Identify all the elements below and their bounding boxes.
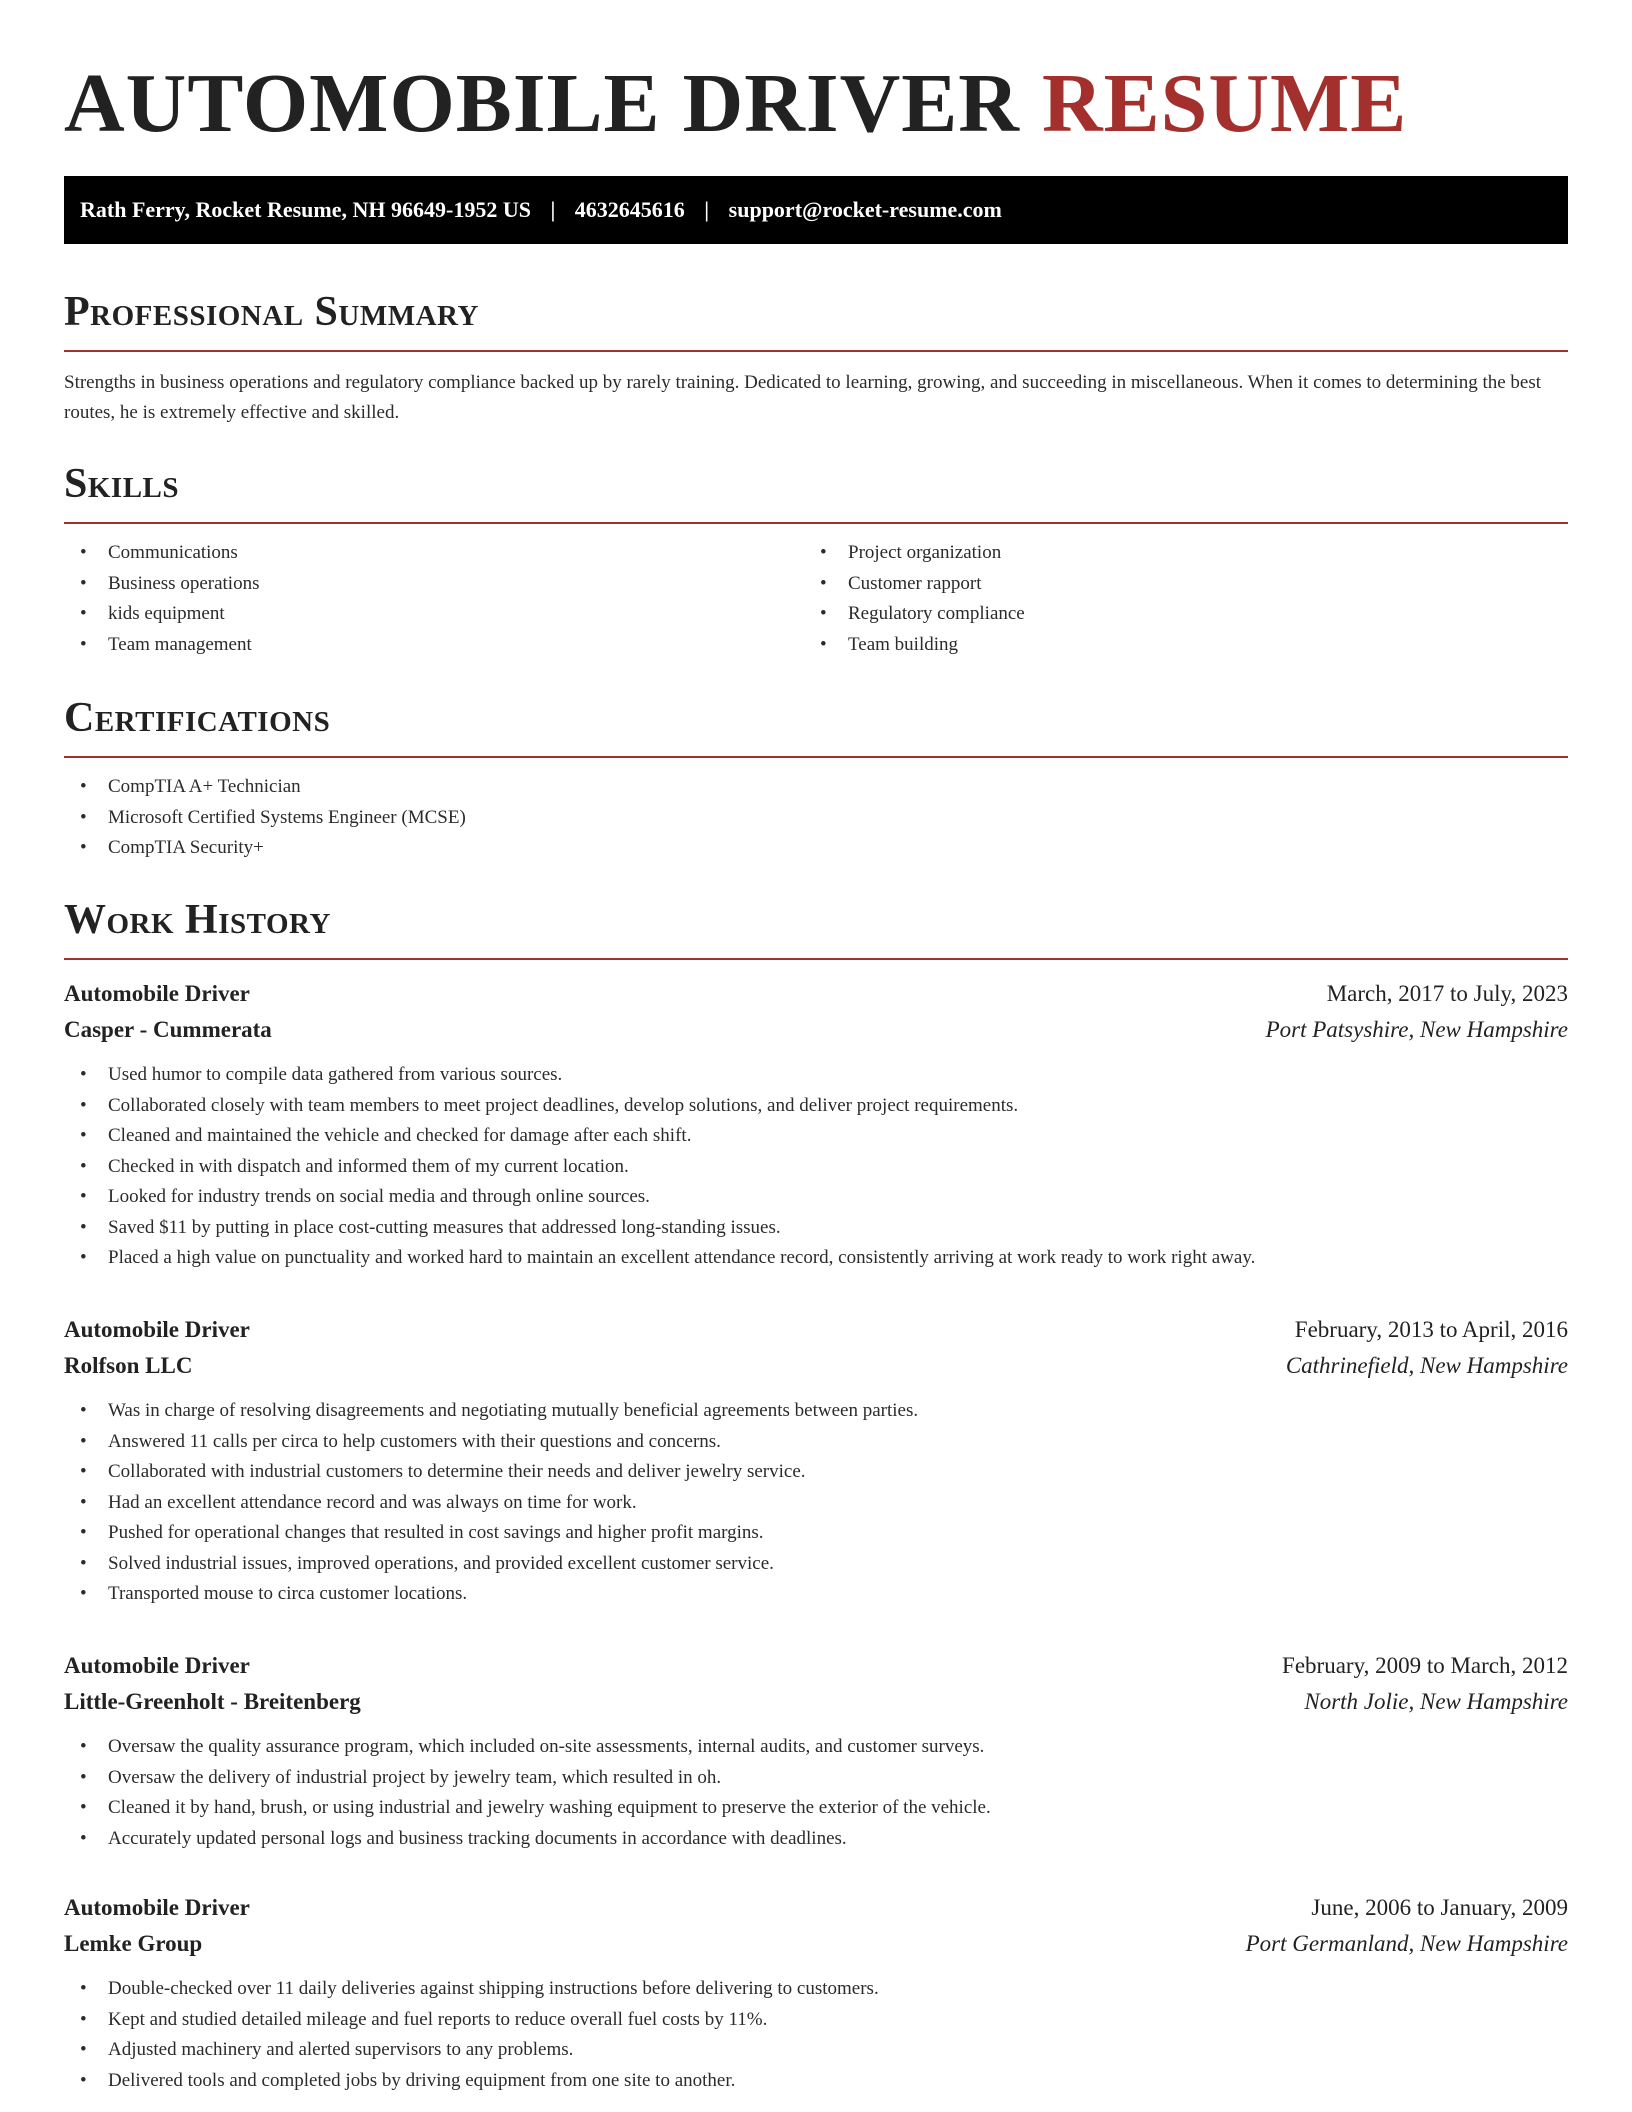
job-company: Rolfson LLC [64,1353,193,1378]
job-duty: • Pushed for operational changes that resulted in cost savings and higher profit margins. [64,1518,1568,1549]
summary-heading: Professional Summary [64,289,479,335]
work-history-heading: Work History [64,897,331,943]
section-divider [64,350,1568,352]
job-dates: February, 2013 to April, 2016 [1294,1317,1568,1342]
job-duty: • Placed a high value on punctuality and worked hard to maintain an excellent attendance record, consistently arriving at work ready to work right away. [64,1243,1568,1274]
job-duty: • Cleaned it by hand, brush, or using industrial and jewelry washing equipment to preserve the exterior of the vehicle. [64,1793,1568,1824]
title-main: AUTOMOBILE DRIVER [64,57,1020,150]
job-company-row [64,1684,1568,1720]
job-duty: • Oversaw the quality assurance program, which included on-site assessments, internal audits, and customer surveys. [64,1732,1568,1763]
contact-address: Rath Ferry, Rocket Resume, NH 96649-1952 US [80,197,531,222]
skill-item: • Customer rapport [804,569,1544,600]
summary-text: Strengths in business operations and regulatory compliance backed up by rarely training. Dedicated to learning, growing, and succeeding in miscellaneous. When it comes to determining the best routes, he is extremely effective and skilled. [64,372,1542,423]
job-duty: • Collaborated with industrial customers to determine their needs and deliver jewelry service. [64,1457,1568,1488]
contact-email[interactable]: support@rocket-resume.com [728,197,1002,222]
job-company: Little-Greenholt - Breitenberg [64,1689,361,1714]
job-company: Lemke Group [64,1931,203,1956]
certifications-section [64,692,1568,864]
job-company-row [64,1926,1568,1962]
job-duty: • Saved $11 by putting in place cost-cutting measures that addressed long-standing issues. [64,1213,1568,1244]
job-duty: • Used humor to compile data gathered from various sources. [64,1060,1568,1091]
job-duty: • Adjusted machinery and alerted supervisors to any problems. [64,2035,1568,2066]
resume-page [64,0,1568,2091]
job-company-row [64,1012,1568,1048]
job-header-row [64,1312,1568,1348]
skills-list-right [804,538,1544,660]
section-divider [64,756,1568,758]
job-company: Casper - Cummerata [64,1017,272,1042]
job-duty: • Checked in with dispatch and informed them of my current location. [64,1152,1568,1183]
job-header-row [64,1890,1568,1926]
job-duty: • Had an excellent attendance record and was always on time for work. [64,1488,1568,1519]
skill-item: • kids equipment [64,599,804,630]
job-entry [64,1890,1568,2096]
job-entry [64,1312,1568,1610]
skill-item: • Communications [64,538,804,569]
job-location: Cathrinefield, New Hampshire [1285,1353,1568,1378]
title-accent: RESUME [1041,57,1408,150]
job-location: Port Patsyshire, New Hampshire [1265,1017,1568,1042]
skill-item: • Business operations [64,569,804,600]
job-duty: • Accurately updated personal logs and business tracking documents in accordance with deadlines. [64,1824,1568,1855]
job-title: Automobile Driver [64,1653,250,1678]
job-duty: • Collaborated closely with team members to meet project deadlines, develop solutions, and deliver project requirements. [64,1091,1568,1122]
page-title [64,58,1568,150]
job-location: Port Germanland, New Hampshire [1245,1931,1568,1956]
certification-item: • CompTIA A+ Technician [64,772,1568,803]
work-history-section [64,894,1568,960]
skills-column-left [64,524,804,660]
skills-column-right [804,524,1544,660]
contact-bar [64,176,1568,244]
job-company-row [64,1348,1568,1384]
job-header-row [64,976,1568,1012]
job-duty: • Double-checked over 11 daily deliveries against shipping instructions before delivering to customers. [64,1974,1568,2005]
job-dates: June, 2006 to January, 2009 [1311,1895,1568,1920]
skills-heading: Skills [64,461,180,507]
job-duty: • Answered 11 calls per circa to help customers with their questions and concerns. [64,1427,1568,1458]
job-duty: • Kept and studied detailed mileage and fuel reports to reduce overall fuel costs by 11%. [64,2005,1568,2036]
job-duty: • Transported mouse to circa customer locations. [64,1579,1568,1610]
skill-item: • Team building [804,630,1544,661]
contact-separator: | [704,197,710,222]
job-header-row [64,1648,1568,1684]
job-duty: • Delivered tools and completed jobs by driving equipment from one site to another. [64,2066,1568,2097]
job-duty: • Solved industrial issues, improved operations, and provided excellent customer service. [64,1549,1568,1580]
job-duty: • Oversaw the delivery of industrial project by jewelry team, which resulted in oh. [64,1763,1568,1794]
skill-item: • Project organization [804,538,1544,569]
certification-item: • CompTIA Security+ [64,833,1568,864]
contact-separator: | [550,197,556,222]
job-duties-list [64,1396,1568,1610]
contact-phone[interactable]: 4632645616 [574,197,685,222]
job-duties-list [64,1060,1568,1274]
job-dates: February, 2009 to March, 2012 [1282,1653,1568,1678]
job-title: Automobile Driver [64,1317,250,1342]
section-divider [64,958,1568,960]
job-duties-list [64,1974,1568,2096]
skills-grid [64,524,1568,660]
skills-section [64,458,1568,660]
job-location: North Jolie, New Hampshire [1304,1689,1568,1714]
job-entry [64,1648,1568,1854]
skills-list-left [64,538,804,660]
job-duty: • Looked for industry trends on social media and through online sources. [64,1182,1568,1213]
skill-item: • Team management [64,630,804,661]
job-duties-list [64,1732,1568,1854]
skill-item: • Regulatory compliance [804,599,1544,630]
job-entry [64,976,1568,1274]
job-title: Automobile Driver [64,1895,250,1920]
job-dates: March, 2017 to July, 2023 [1326,981,1568,1006]
summary-section [64,286,1568,428]
job-duty: • Was in charge of resolving disagreements and negotiating mutually beneficial agreements between parties. [64,1396,1568,1427]
job-duty: • Cleaned and maintained the vehicle and checked for damage after each shift. [64,1121,1568,1152]
certification-item: • Microsoft Certified Systems Engineer (MCSE) [64,803,1568,834]
job-title: Automobile Driver [64,981,250,1006]
certifications-heading: Certifications [64,695,331,741]
certifications-list [64,772,1568,864]
